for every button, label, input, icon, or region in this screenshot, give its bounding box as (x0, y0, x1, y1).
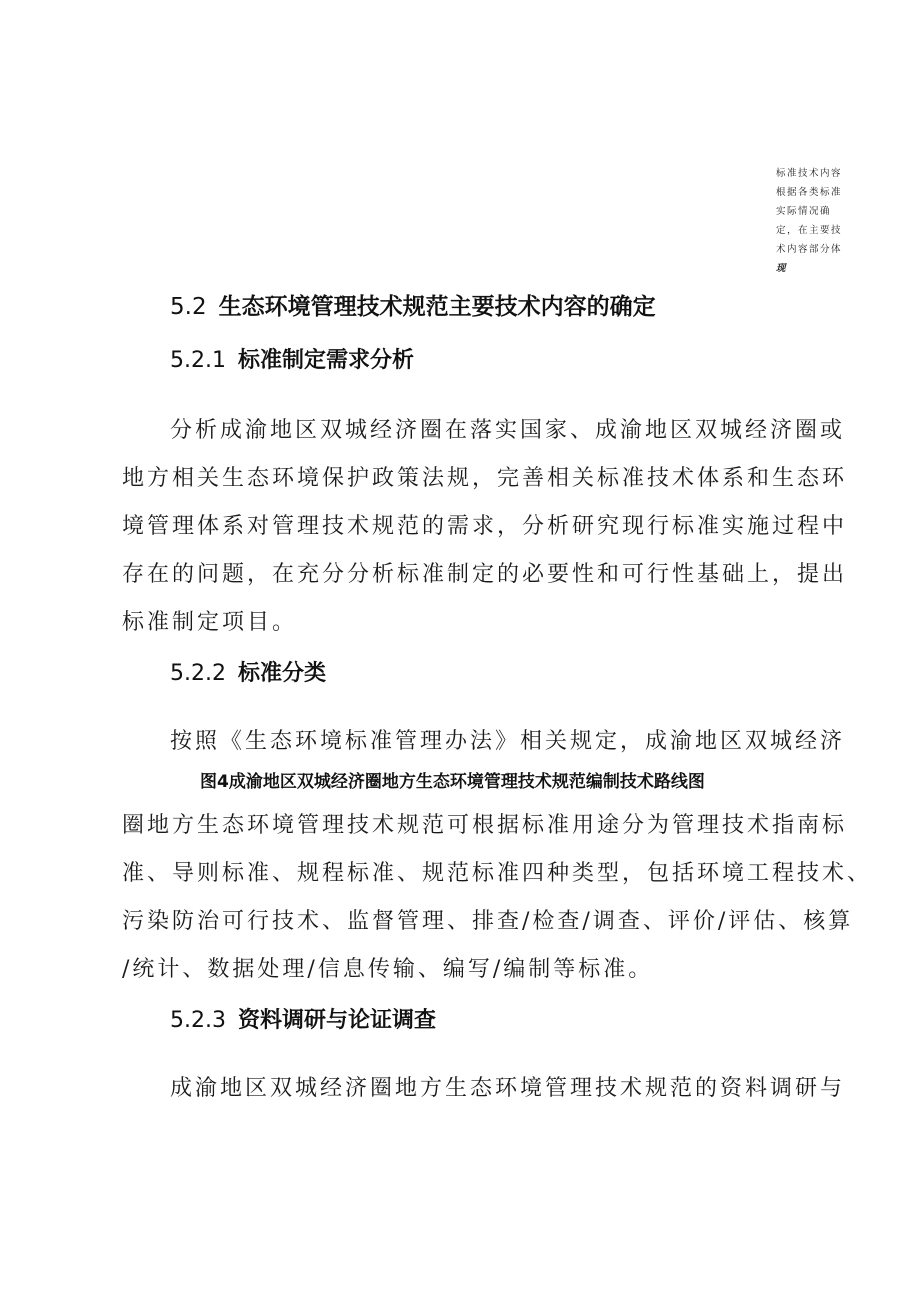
section-number: 5.2.2 (170, 661, 226, 686)
figure-caption: 图4成渝地区双城经济圈地方生态环境管理技术规范编制技术路线图 (200, 772, 705, 792)
paragraph-line: 按照《生态环境标准管理办法》相关规定，成渝地区双城经济 (170, 729, 846, 754)
section-number: 5.2.3 (170, 1008, 226, 1033)
section-number: 5.2 (170, 294, 207, 320)
paragraph-line: 标准制定项目。 (122, 610, 298, 635)
margin-comment-line: 实际情况确 (776, 206, 832, 217)
section-heading-5-2-1 (170, 343, 414, 374)
paragraph-line: 圈地方生态环境管理技术规范可根据标准用途分为管理技术指南标 (122, 813, 848, 838)
section-title: 资料调研与论证调查 (237, 1008, 436, 1033)
section-number: 5.2.1 (170, 348, 226, 373)
paragraph-line: 污染防治可行技术、监督管理、排查/检查/调查、评价/评估、核算 (122, 909, 854, 934)
section-title: 标准制定需求分析 (237, 348, 414, 373)
paragraph-line: 准、导则标准、规程标准、规范标准四种类型，包括环境工程技术、 (122, 861, 873, 886)
margin-comment-line: 标准技术内容 (776, 168, 843, 179)
paragraph-line: 存在的问题，在充分分析标准制定的必要性和可行性基础上，提出 (122, 562, 848, 587)
paragraph-classification (170, 718, 845, 766)
paragraph-needs-analysis-cont (122, 455, 847, 647)
section-title: 标准分类 (237, 661, 326, 686)
section-heading-5-2 (170, 288, 656, 321)
section-heading-5-2-2 (170, 656, 326, 687)
margin-comment-line: 定，在主要技 (776, 225, 843, 236)
margin-comment-line: 术内容部分体 (776, 244, 843, 255)
paragraph-research (170, 1065, 845, 1113)
section-title: 生态环境管理技术规范主要技术内容的确定 (218, 294, 656, 320)
section-heading-5-2-3 (170, 1003, 436, 1034)
paragraph-classification-cont (122, 802, 872, 994)
paragraph-line: 分析成渝地区双城经济圈在落实国家、成渝地区双城经济圈或 (170, 418, 846, 443)
paragraph-line: 境管理体系对管理技术规范的需求，分析研究现行标准实施过程中 (122, 514, 848, 539)
paragraph-line: 地方相关生态环境保护政策法规，完善相关标准技术体系和生态环 (122, 466, 848, 491)
margin-comment-line: 现 (776, 263, 788, 274)
paragraph-line: 成渝地区双城经济圈地方生态环境管理技术规范的资料调研与 (170, 1076, 846, 1101)
paragraph-needs-analysis (170, 407, 845, 455)
paragraph-line: /统计、数据处理/信息传输、编写/编制等标准。 (122, 957, 654, 982)
margin-comment (776, 164, 850, 278)
margin-comment-line: 根据各类标准 (776, 187, 843, 198)
